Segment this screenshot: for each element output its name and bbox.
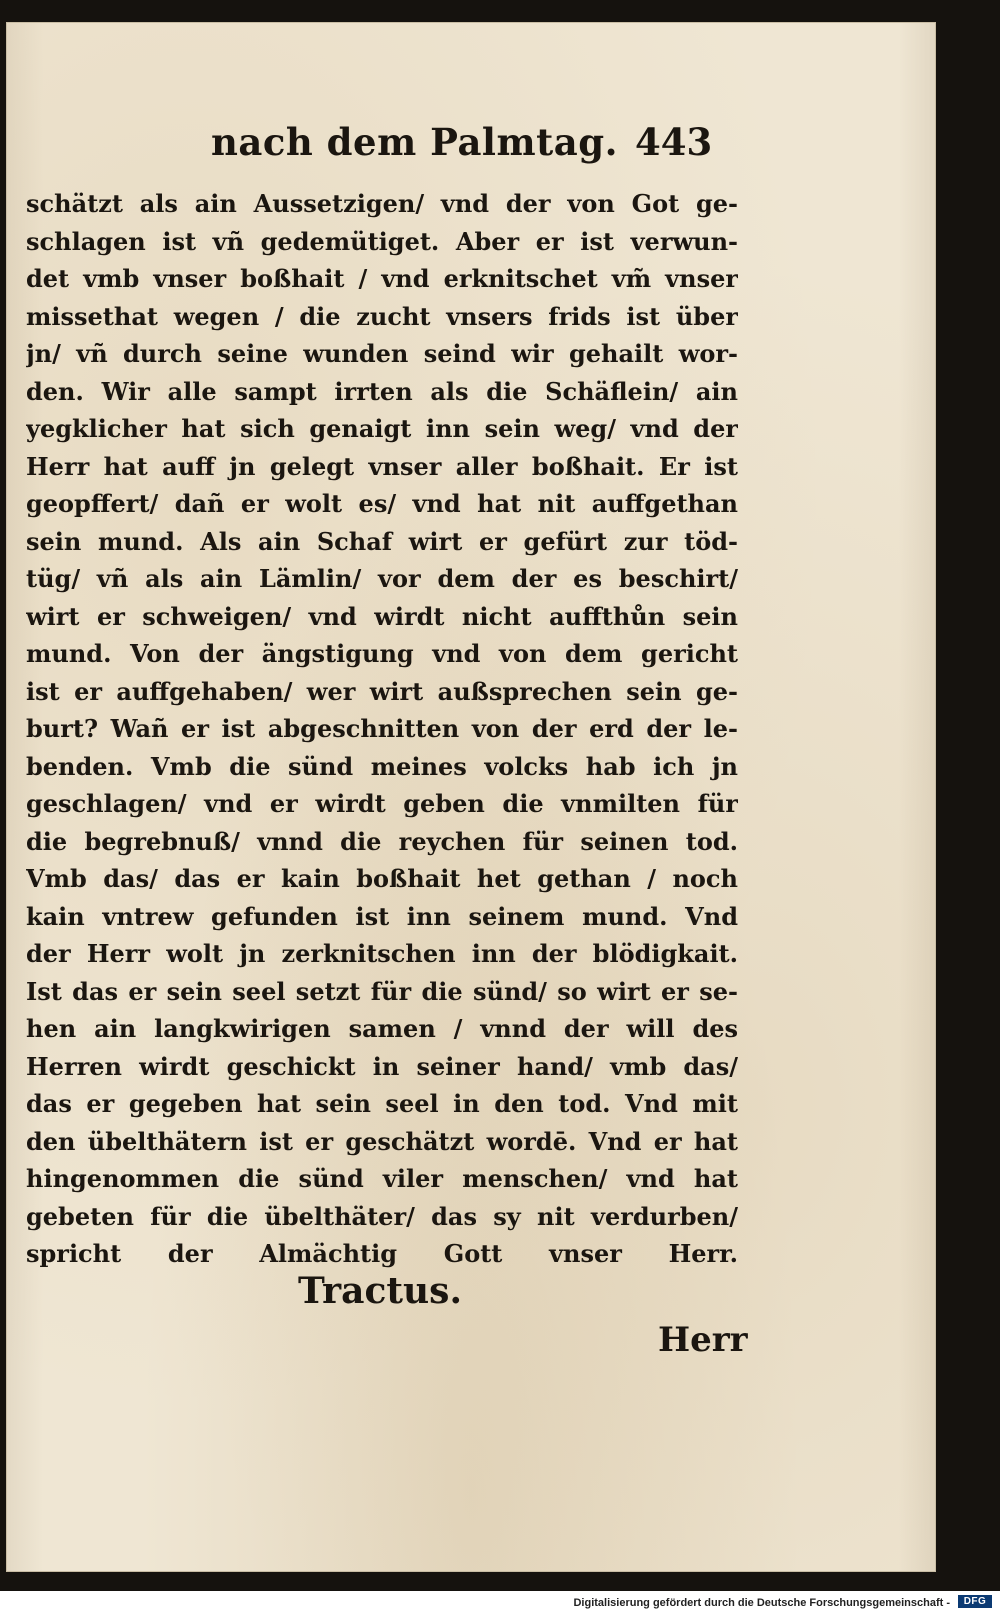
text-line: den. Wir alle sampt irrten als die Schäflein/ ain [26,376,738,406]
text-line: spricht der Almächtig Gott vnser Herr. [26,1239,738,1268]
text-line: kain vntrew gefunden ist inn seinem mund. Vnd [26,901,738,931]
text-line: sein mund. Als ain Schaf wirt er gefürt zur töd- [26,526,738,556]
text-line: Ist das er sein seel setzt für die sünd/ so wirt er se- [26,976,738,1006]
text-line: yegklicher hat sich genaigt inn sein weg/ vnd der [26,414,738,443]
text-line: missethat wegen / die zucht vnsers frids ist über [26,301,738,331]
text-line: Herren wirdt geschickt in seiner hand/ vmb das/ [26,1051,738,1081]
page-number: 443 [635,120,713,164]
text-line: das er gegeben hat sein seel in den tod. Vnd mit [26,1089,738,1118]
text-line: mund. Von der ängstigung vnd von dem gericht [26,639,738,668]
catchword: Herr [658,1320,748,1360]
text-line: gebeten für die übelthäter/ das sy nit verdurben/ [26,1201,738,1231]
section-heading-tractus: Tractus. [298,1270,462,1312]
text-line: det vmb vnser boßhait / vnd erknitschet vm̃ vnser [26,264,738,293]
text-line: schlagen ist vñ gedemütiget. Aber er ist verwun- [26,226,738,256]
text-line: jn/ vñ durch seine wunden seind wir gehailt wor- [26,339,738,368]
running-head: nach dem Palmtag. [211,120,618,164]
text-line: hen ain langkwirigen samen / vnnd der will des [26,1014,738,1043]
book-page [6,22,936,1572]
digitization-credit: Digitalisierung gefördert durch die Deutsche Forschungsgemeinschaft - [573,1597,950,1609]
text-line: schätzt als ain Aussetzigen/ vnd der von Got ge- [26,189,738,218]
text-line: geschlagen/ vnd er wirdt geben die vnmilten für [26,789,738,818]
text-line: den übelthätern ist er geschätzt wordē. Vnd er hat [26,1126,738,1156]
page-header [211,120,711,172]
text-line: die begrebnuß/ vnnd die reychen für seinen tod. [26,826,738,856]
dfg-logo: DFG [958,1595,992,1608]
text-line: geopffert/ dañ er wolt es/ vnd hat nit auffgethan [26,489,738,518]
text-line: hingenommen die sünd viler menschen/ vnd hat [26,1164,738,1193]
text-line: benden. Vmb die sünd meines volcks hab ich jn [26,751,738,781]
text-line: Vmb das/ das er kain boßhait het gethan / noch [26,864,738,893]
text-line: tüg/ vñ als ain Lämlin/ vor dem der es beschirt/ [26,564,738,593]
footer-strip [0,1591,1000,1611]
text-line: wirt er schweigen/ vnd wirdt nicht auffthůn sein [26,601,738,631]
text-line: der Herr wolt jn zerknitschen inn der blödigkait. [26,939,738,968]
text-line: ist er auffgehaben/ wer wirt außsprechen sein ge- [26,676,738,706]
text-line: burt? Wañ er ist abgeschnitten von der erd der le- [26,714,738,743]
text-line: Herr hat auff jn gelegt vnser aller boßhait. Er ist [26,451,738,481]
body-text [26,185,738,1273]
